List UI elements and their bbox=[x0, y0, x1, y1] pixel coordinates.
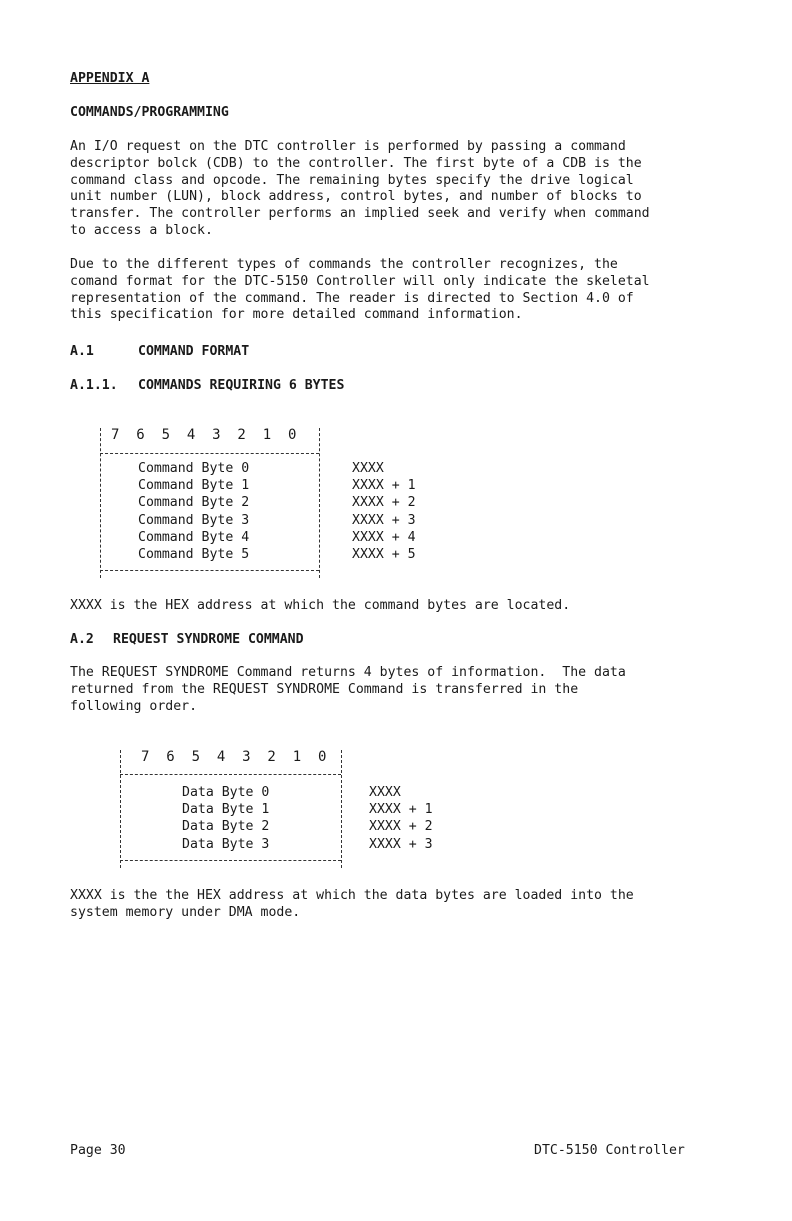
command-address: XXXX + 4 bbox=[352, 529, 416, 545]
heading-a2-title: REQUEST SYNDROME COMMAND bbox=[113, 632, 304, 647]
command-address: XXXX + 5 bbox=[352, 547, 416, 563]
data-header-divider bbox=[120, 774, 341, 775]
command-address: XXXX + 2 bbox=[352, 495, 416, 511]
command-byte-list bbox=[138, 460, 249, 563]
format-line: comand format for the DTC-5150 Controller will only indicate the skeletal bbox=[70, 273, 650, 289]
intro-line: unit number (LUN), block address, control bytes, and number of blocks to bbox=[70, 189, 642, 205]
heading-a11-title: COMMANDS REQUIRING 6 BYTES bbox=[138, 378, 345, 393]
command-byte-label: Command Byte 5 bbox=[138, 547, 250, 563]
section-title: COMMANDS/PROGRAMMING bbox=[70, 105, 229, 120]
command-byte-label: Command Byte 4 bbox=[138, 529, 250, 545]
data-byte-label: Data Byte 0 bbox=[182, 785, 270, 800]
command-address: XXXX bbox=[352, 461, 384, 476]
data-note-line: system memory under DMA mode. bbox=[70, 904, 301, 920]
format-line: this specification for more detailed command information. bbox=[70, 307, 523, 323]
syndrome-line: returned from the REQUEST SYNDROME Command is transferred in the bbox=[70, 681, 579, 697]
command-address-list bbox=[352, 460, 416, 563]
intro-line: An I/O request on the DTC controller is performed by passing a command bbox=[70, 139, 626, 154]
data-address: XXXX + 2 bbox=[369, 819, 433, 835]
data-byte-list bbox=[182, 784, 269, 853]
data-bit-header: 7 6 5 4 3 2 1 0 bbox=[141, 749, 327, 765]
data-address: XXXX + 1 bbox=[369, 802, 433, 818]
data-address-list bbox=[369, 784, 433, 853]
data-byte-label: Data Byte 1 bbox=[182, 802, 270, 818]
intro-line: to access a block. bbox=[70, 222, 213, 238]
command-bit-header: 7 6 5 4 3 2 1 0 bbox=[111, 427, 297, 443]
command-note: XXXX is the HEX address at which the command bytes are located. bbox=[70, 598, 571, 613]
command-byte-label: Command Byte 1 bbox=[138, 478, 250, 494]
format-paragraph bbox=[70, 257, 710, 324]
syndrome-paragraph bbox=[70, 665, 710, 715]
format-line: Due to the different types of commands the controller recognizes, the bbox=[70, 257, 618, 272]
heading-a1-number: A.1 bbox=[70, 344, 94, 359]
command-bottom-divider bbox=[100, 570, 319, 571]
data-byte-label: Data Byte 3 bbox=[182, 836, 270, 852]
intro-line: descriptor bolck (CDB) to the controller. The first byte of a CDB is the bbox=[70, 155, 642, 171]
data-address: XXXX + 3 bbox=[369, 836, 433, 852]
heading-a2-number: A.2 bbox=[70, 632, 94, 647]
intro-paragraph bbox=[70, 139, 710, 240]
data-bottom-divider bbox=[120, 860, 341, 861]
document-title-footer: DTC-5150 Controller bbox=[534, 1143, 685, 1158]
intro-line: command class and opcode. The remaining bytes specify the drive logical bbox=[70, 172, 634, 188]
intro-line: transfer. The controller performs an implied seek and verify when command bbox=[70, 206, 650, 222]
command-byte-label: Command Byte 2 bbox=[138, 495, 250, 511]
appendix-title: APPENDIX A bbox=[70, 71, 150, 86]
data-address: XXXX bbox=[369, 785, 401, 800]
syndrome-line: The REQUEST SYNDROME Command returns 4 bytes of information. The data bbox=[70, 665, 626, 680]
format-line: representation of the command. The reader is directed to Section 4.0 of bbox=[70, 290, 634, 306]
command-byte-label: Command Byte 0 bbox=[138, 461, 250, 476]
page-number: Page 30 bbox=[70, 1143, 126, 1158]
command-header-divider bbox=[100, 453, 319, 454]
data-note-paragraph bbox=[70, 888, 710, 922]
command-address: XXXX + 3 bbox=[352, 512, 416, 528]
syndrome-line: following order. bbox=[70, 698, 198, 714]
data-byte-label: Data Byte 2 bbox=[182, 819, 270, 835]
heading-a11-number: A.1.1. bbox=[70, 378, 118, 393]
command-byte-label: Command Byte 3 bbox=[138, 512, 250, 528]
heading-a1-title: COMMAND FORMAT bbox=[138, 344, 250, 359]
data-note-line: XXXX is the the HEX address at which the data bytes are loaded into the bbox=[70, 888, 634, 903]
command-address: XXXX + 1 bbox=[352, 478, 416, 494]
